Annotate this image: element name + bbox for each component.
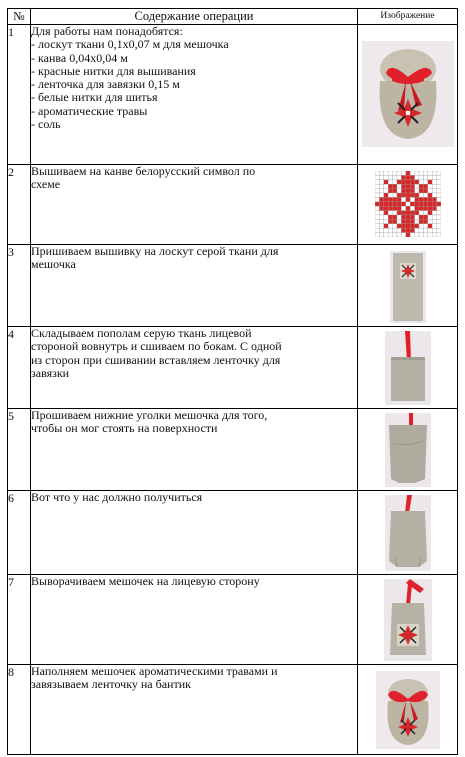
pattern-stitch [423, 184, 427, 188]
pattern-empty-cell [427, 228, 431, 232]
row-number: 4 [8, 327, 31, 409]
pattern-stitch [401, 193, 405, 197]
pattern-empty-cell [423, 171, 427, 175]
pattern-empty-cell [432, 215, 436, 219]
pattern-stitch [410, 180, 414, 184]
pattern-empty-cell [388, 211, 392, 215]
row-image-cell [358, 327, 458, 409]
pattern-empty-cell [401, 233, 405, 237]
pattern-stitch [383, 206, 387, 210]
bag-right-side-out-photo [384, 579, 432, 661]
pattern-empty-cell [419, 193, 423, 197]
pattern-empty-cell [375, 175, 379, 179]
pattern-empty-cell [397, 175, 401, 179]
pattern-empty-cell [432, 184, 436, 188]
table-row [8, 25, 458, 165]
finished-sachet-photo [362, 41, 454, 147]
pattern-stitch [427, 180, 431, 184]
pattern-empty-cell [375, 171, 379, 175]
description-line: - ленточка для завязки 0,15 м [31, 77, 180, 92]
pattern-empty-cell [419, 211, 423, 215]
pattern-stitch [414, 180, 418, 184]
row-image-cell [358, 165, 458, 245]
table-row [8, 665, 458, 755]
table-row [8, 409, 458, 491]
pattern-empty-cell [375, 197, 379, 201]
pattern-empty-cell [436, 171, 440, 175]
description-line: Пришиваем вышивку на лоскут серой ткани для [31, 244, 279, 258]
pattern-empty-cell [432, 171, 436, 175]
pattern-empty-cell [379, 193, 383, 197]
pattern-empty-cell [410, 206, 414, 210]
embroidery-on-fabric-photo [390, 251, 426, 323]
row-image-cell [358, 25, 458, 165]
pattern-stitch [423, 215, 427, 219]
description-line: Складываем пополам серую ткань лицевой [31, 326, 252, 340]
pattern-empty-cell [392, 224, 396, 228]
folded-fabric-ribbon-photo [385, 331, 431, 405]
pattern-empty-cell [392, 233, 396, 237]
pattern-stitch [427, 202, 431, 206]
pattern-stitch [410, 211, 414, 215]
pattern-empty-cell [414, 233, 418, 237]
pattern-empty-cell [436, 219, 440, 223]
table-row [8, 165, 458, 245]
pattern-stitch [423, 197, 427, 201]
pattern-empty-cell [414, 184, 418, 188]
pattern-stitch [401, 189, 405, 193]
pattern-empty-cell [388, 171, 392, 175]
pattern-empty-cell [383, 175, 387, 179]
pattern-stitch [427, 197, 431, 201]
row-number: 1 [8, 25, 31, 165]
pattern-empty-cell [397, 215, 401, 219]
pattern-empty-cell [379, 215, 383, 219]
pattern-stitch [427, 211, 431, 215]
pattern-empty-cell [383, 219, 387, 223]
pattern-empty-cell [375, 180, 379, 184]
header-number: № [8, 9, 31, 25]
header-image: Изображение [358, 9, 458, 25]
pattern-empty-cell [392, 180, 396, 184]
pattern-stitch [397, 202, 401, 206]
pattern-stitch [401, 184, 405, 188]
pattern-stitch [405, 233, 409, 237]
pattern-empty-cell [427, 175, 431, 179]
pattern-empty-cell [427, 184, 431, 188]
pattern-empty-cell [379, 180, 383, 184]
row-number: 7 [8, 575, 31, 665]
table-row [8, 245, 458, 327]
description-line: Для работы нам понадобятся: [31, 24, 183, 38]
pattern-stitch [414, 211, 418, 215]
row-description [31, 575, 358, 665]
pattern-empty-cell [375, 193, 379, 197]
pattern-stitch [383, 180, 387, 184]
pattern-empty-cell [419, 175, 423, 179]
pattern-stitch [379, 197, 383, 201]
pattern-stitch [401, 175, 405, 179]
pattern-empty-cell [436, 224, 440, 228]
pattern-empty-cell [414, 219, 418, 223]
pattern-empty-cell [388, 233, 392, 237]
pattern-stitch [410, 193, 414, 197]
pattern-stitch [427, 224, 431, 228]
pattern-stitch [419, 215, 423, 219]
pattern-empty-cell [432, 224, 436, 228]
pattern-stitch [388, 197, 392, 201]
row-number: 2 [8, 165, 31, 245]
pattern-empty-cell [410, 197, 414, 201]
description-line: из сторон при сшивании вставляем ленточку для [31, 352, 281, 367]
pattern-empty-cell [432, 228, 436, 232]
pattern-stitch [392, 189, 396, 193]
pattern-empty-cell [375, 211, 379, 215]
pattern-empty-cell [397, 189, 401, 193]
sewn-corners-photo [385, 413, 431, 487]
pattern-empty-cell [419, 224, 423, 228]
pattern-stitch [392, 219, 396, 223]
pattern-stitch [410, 219, 414, 223]
pattern-empty-cell [401, 197, 405, 201]
pattern-stitch [405, 175, 409, 179]
pattern-stitch [427, 206, 431, 210]
pattern-empty-cell [383, 228, 387, 232]
table-row [8, 491, 458, 575]
row-number: 6 [8, 491, 31, 575]
pattern-empty-cell [414, 228, 418, 232]
pattern-stitch [432, 197, 436, 201]
pattern-stitch [419, 189, 423, 193]
pattern-empty-cell [401, 206, 405, 210]
pattern-empty-cell [397, 228, 401, 232]
pattern-empty-cell [419, 171, 423, 175]
pattern-empty-cell [379, 219, 383, 223]
pattern-empty-cell [383, 184, 387, 188]
pattern-empty-cell [388, 180, 392, 184]
description-line: Вот что у нас должно получиться [31, 490, 203, 504]
row-description [31, 165, 358, 245]
pattern-empty-cell [397, 184, 401, 188]
pattern-stitch [405, 211, 409, 215]
row-description [31, 491, 358, 575]
sewn-bag-inside-out-photo [385, 495, 431, 571]
pattern-stitch [419, 219, 423, 223]
pattern-stitch [414, 193, 418, 197]
description-line: Вышиваем на канве белорусский символ по [31, 164, 256, 178]
pattern-stitch [405, 228, 409, 232]
pattern-empty-cell [436, 180, 440, 184]
header-description: Содержание операции [31, 9, 358, 25]
pattern-empty-cell [432, 211, 436, 215]
pattern-empty-cell [405, 202, 409, 206]
pattern-stitch [401, 215, 405, 219]
pattern-stitch [392, 215, 396, 219]
pattern-empty-cell [436, 193, 440, 197]
pattern-empty-cell [414, 215, 418, 219]
pattern-stitch [375, 202, 379, 206]
pattern-stitch [383, 224, 387, 228]
pattern-stitch [419, 206, 423, 210]
description-line: завязки [31, 365, 70, 380]
pattern-stitch [401, 211, 405, 215]
pattern-empty-cell [379, 211, 383, 215]
pattern-stitch [405, 224, 409, 228]
pattern-stitch [392, 202, 396, 206]
pattern-stitch [388, 202, 392, 206]
pattern-empty-cell [423, 180, 427, 184]
pattern-empty-cell [375, 233, 379, 237]
pattern-stitch [401, 224, 405, 228]
pattern-empty-cell [432, 233, 436, 237]
pattern-stitch [410, 215, 414, 219]
pattern-stitch [405, 171, 409, 175]
pattern-stitch [397, 180, 401, 184]
pattern-stitch [423, 206, 427, 210]
pattern-empty-cell [427, 233, 431, 237]
pattern-stitch [392, 206, 396, 210]
pattern-stitch [419, 197, 423, 201]
pattern-stitch [436, 202, 440, 206]
description-line: - соль [31, 117, 61, 132]
pattern-empty-cell [379, 175, 383, 179]
pattern-empty-cell [436, 228, 440, 232]
pattern-empty-cell [383, 171, 387, 175]
pattern-stitch [397, 206, 401, 210]
pattern-empty-cell [432, 180, 436, 184]
pattern-empty-cell [375, 184, 379, 188]
pattern-empty-cell [414, 171, 418, 175]
description-line: - белые нитки для шитья [31, 90, 158, 105]
pattern-stitch [383, 202, 387, 206]
pattern-stitch [419, 184, 423, 188]
row-image-cell [358, 575, 458, 665]
pattern-empty-cell [379, 228, 383, 232]
row-image-cell [358, 491, 458, 575]
row-description [31, 245, 358, 327]
pattern-stitch [397, 224, 401, 228]
description-line: чтобы он мог стоять на поверхности [31, 421, 218, 436]
pattern-empty-cell [388, 193, 392, 197]
pattern-stitch [419, 202, 423, 206]
description-line: стороной вовнутрь и сшиваем по бокам. С одной [31, 339, 282, 354]
pattern-stitch [397, 193, 401, 197]
pattern-empty-cell [388, 228, 392, 232]
pattern-stitch [410, 202, 414, 206]
description-line: Прошиваем нижние уголки мешочка для того, [31, 408, 268, 422]
pattern-empty-cell [392, 171, 396, 175]
pattern-stitch [401, 228, 405, 232]
pattern-empty-cell [410, 171, 414, 175]
pattern-empty-cell [375, 219, 379, 223]
pattern-empty-cell [392, 211, 396, 215]
pattern-stitch [405, 197, 409, 201]
pattern-empty-cell [419, 233, 423, 237]
description-line: - канва 0,04х0,04 м [31, 50, 128, 65]
pattern-empty-cell [423, 193, 427, 197]
pattern-empty-cell [383, 233, 387, 237]
pattern-empty-cell [423, 228, 427, 232]
pattern-empty-cell [383, 189, 387, 193]
pattern-empty-cell [436, 206, 440, 210]
pattern-empty-cell [436, 215, 440, 219]
description-line: - ароматические травы [31, 103, 148, 118]
pattern-empty-cell [379, 224, 383, 228]
pattern-empty-cell [436, 175, 440, 179]
pattern-empty-cell [427, 215, 431, 219]
pattern-stitch [392, 184, 396, 188]
pattern-empty-cell [383, 215, 387, 219]
operations-table [7, 8, 458, 755]
pattern-empty-cell [423, 233, 427, 237]
description-line: завязываем ленточку на бантик [31, 677, 191, 692]
pattern-stitch [405, 184, 409, 188]
pattern-empty-cell [414, 189, 418, 193]
pattern-empty-cell [432, 175, 436, 179]
pattern-stitch [405, 180, 409, 184]
pattern-stitch [414, 206, 418, 210]
row-description [31, 409, 358, 491]
pattern-empty-cell [427, 189, 431, 193]
description-line: Выворачиваем мешочек на лицевую сторону [31, 574, 260, 588]
pattern-empty-cell [375, 224, 379, 228]
description-line: - лоскут ткани 0,1х0,07 м для мешочка [31, 37, 229, 52]
pattern-stitch [410, 175, 414, 179]
pattern-stitch [410, 228, 414, 232]
pattern-stitch [383, 197, 387, 201]
pattern-empty-cell [379, 189, 383, 193]
row-image-cell [358, 665, 458, 755]
pattern-stitch [401, 219, 405, 223]
pattern-stitch [401, 180, 405, 184]
row-image-cell [358, 409, 458, 491]
pattern-stitch [423, 219, 427, 223]
pattern-empty-cell [397, 219, 401, 223]
description-line: Наполняем мешочек ароматическими травами и [31, 664, 278, 678]
pattern-empty-cell [436, 189, 440, 193]
pattern-stitch [423, 202, 427, 206]
pattern-empty-cell [392, 175, 396, 179]
pattern-empty-cell [432, 193, 436, 197]
table-header-row [8, 9, 458, 25]
pattern-stitch [383, 193, 387, 197]
pattern-stitch [405, 193, 409, 197]
pattern-empty-cell [419, 180, 423, 184]
pattern-stitch [432, 202, 436, 206]
pattern-empty-cell [397, 171, 401, 175]
pattern-empty-cell [375, 189, 379, 193]
pattern-empty-cell [432, 219, 436, 223]
pattern-stitch [388, 215, 392, 219]
pattern-stitch [410, 184, 414, 188]
pattern-stitch [388, 184, 392, 188]
pattern-empty-cell [410, 233, 414, 237]
pattern-empty-cell [392, 228, 396, 232]
pattern-empty-cell [375, 228, 379, 232]
pattern-empty-cell [423, 224, 427, 228]
table-row [8, 327, 458, 409]
pattern-empty-cell [388, 224, 392, 228]
pattern-stitch [414, 202, 418, 206]
pattern-stitch [388, 219, 392, 223]
pattern-empty-cell [436, 197, 440, 201]
pattern-stitch [410, 189, 414, 193]
row-number: 3 [8, 245, 31, 327]
pattern-stitch [379, 206, 383, 210]
pattern-empty-cell [436, 233, 440, 237]
pattern-empty-cell [379, 171, 383, 175]
pattern-stitch [388, 189, 392, 193]
pattern-empty-cell [423, 175, 427, 179]
description-line: мешочка [31, 257, 76, 272]
pattern-empty-cell [436, 184, 440, 188]
pattern-empty-cell [436, 211, 440, 215]
pattern-empty-cell [397, 233, 401, 237]
pattern-stitch [388, 206, 392, 210]
row-number: 8 [8, 665, 31, 755]
pattern-empty-cell [388, 175, 392, 179]
pattern-stitch [379, 202, 383, 206]
pattern-stitch [397, 197, 401, 201]
filled-sachet-with-bow-photo [376, 671, 440, 749]
row-number: 5 [8, 409, 31, 491]
pattern-empty-cell [379, 233, 383, 237]
pattern-empty-cell [432, 189, 436, 193]
pattern-empty-cell [375, 206, 379, 210]
pattern-stitch [405, 215, 409, 219]
pattern-stitch [401, 202, 405, 206]
pattern-stitch [410, 224, 414, 228]
pattern-empty-cell [375, 215, 379, 219]
pattern-empty-cell [419, 228, 423, 232]
table-row [8, 575, 458, 665]
pattern-empty-cell [401, 171, 405, 175]
pattern-stitch [392, 197, 396, 201]
pattern-empty-cell [414, 175, 418, 179]
pattern-stitch [414, 197, 418, 201]
description-line: - красные нитки для вышивания [31, 63, 196, 78]
pattern-stitch [405, 206, 409, 210]
pattern-stitch [423, 189, 427, 193]
pattern-stitch [414, 224, 418, 228]
description-line: схеме [31, 177, 61, 192]
row-description [31, 327, 358, 409]
row-description [31, 25, 358, 165]
pattern-empty-cell [379, 184, 383, 188]
pattern-stitch [432, 206, 436, 210]
embroidery-pattern-grid [375, 171, 441, 237]
pattern-stitch [405, 189, 409, 193]
row-image-cell [358, 245, 458, 327]
pattern-empty-cell [423, 211, 427, 215]
pattern-stitch [405, 219, 409, 223]
row-description [31, 665, 358, 755]
pattern-stitch [383, 211, 387, 215]
pattern-stitch [397, 211, 401, 215]
pattern-empty-cell [427, 171, 431, 175]
pattern-empty-cell [427, 219, 431, 223]
pattern-empty-cell [392, 193, 396, 197]
pattern-stitch [427, 193, 431, 197]
